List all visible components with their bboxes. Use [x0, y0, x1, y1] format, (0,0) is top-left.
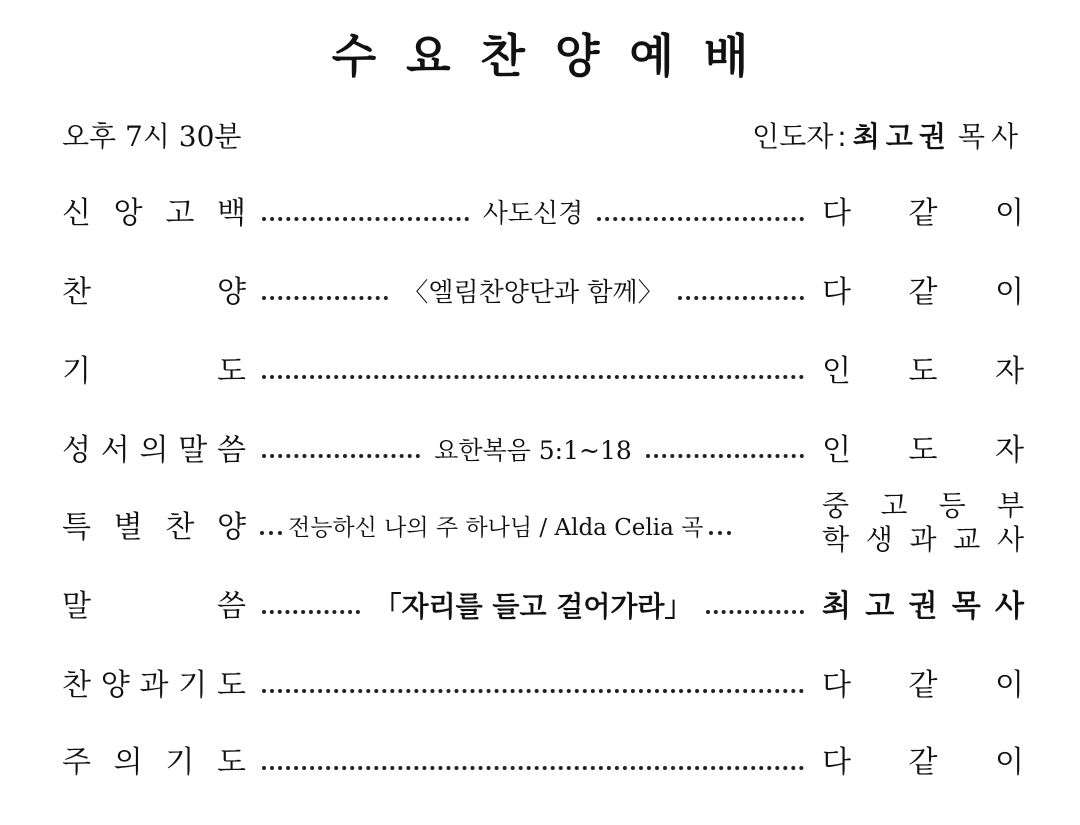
order-leader: [822, 192, 1024, 236]
glyph: 말: [62, 589, 91, 624]
order-row-lords-prayer: [62, 741, 1024, 785]
glyph: 이: [995, 196, 1024, 231]
glyph: 찬: [165, 510, 195, 545]
glyph: 도: [217, 354, 246, 389]
glyph: 도: [908, 433, 938, 468]
glyph: 이: [995, 275, 1024, 310]
order-leader-dots: [262, 664, 804, 708]
order-leader: [822, 489, 1024, 557]
page-title: 수요찬양예배: [331, 29, 779, 83]
glyph: 과: [139, 668, 169, 703]
glyph: 다: [822, 745, 851, 780]
order-leader-dots: [262, 585, 804, 629]
dot-leader: [262, 610, 360, 614]
glyph: 같: [908, 196, 938, 231]
glyph: 등: [938, 489, 966, 522]
glyph: 고: [880, 489, 908, 522]
glyph: 고: [865, 589, 895, 624]
leader-role: 목사: [957, 120, 1024, 153]
order-leader-dots: [262, 271, 804, 315]
order-leader: [822, 741, 1024, 785]
order-detail: 요한복음 5:1~18: [434, 436, 632, 465]
order-detail: 〈엘림찬양단과 함께〉: [402, 278, 664, 308]
glyph: 별: [113, 510, 143, 545]
glyph: 같: [908, 275, 938, 310]
order-label: [62, 350, 246, 394]
order-leader-dots: [262, 741, 804, 785]
glyph: 씀: [217, 589, 246, 624]
order-leader: [822, 664, 1024, 708]
glyph: 다: [822, 668, 851, 703]
order-label: [62, 271, 246, 315]
glyph: 사: [996, 523, 1024, 556]
service-time: 오후 7시 30분: [62, 120, 242, 153]
glyph: 다: [822, 196, 851, 231]
order-row-sermon: [62, 585, 1024, 629]
glyph: 기: [165, 745, 195, 780]
glyph: 사: [995, 589, 1024, 624]
glyph: 특: [62, 510, 91, 545]
glyph: 중: [822, 489, 850, 522]
order-row-special-praise: [62, 489, 1024, 556]
dot-leader: [709, 531, 731, 535]
dot-leader: [262, 375, 804, 379]
glyph: 기: [62, 354, 91, 389]
glyph: 의: [113, 745, 143, 780]
glyph: 양: [217, 510, 246, 545]
glyph: 자: [995, 354, 1024, 389]
dot-leader: [262, 217, 469, 221]
leader-label: 인도자: [752, 120, 834, 153]
order-detail: 사도신경: [482, 199, 584, 229]
order-label: [62, 192, 246, 236]
order-leader: [822, 585, 1024, 629]
glyph: 주: [62, 745, 91, 780]
order-label: [62, 664, 246, 708]
dot-leader: [260, 531, 282, 535]
glyph: 양: [217, 275, 246, 310]
dot-leader: [706, 610, 804, 614]
glyph: 찬: [62, 275, 91, 310]
order-leader: [822, 271, 1024, 315]
order-label: [62, 506, 246, 550]
order-detail: 전능하신 나의 주 하나님 / Alda Celia 곡: [288, 515, 704, 541]
glyph: 이: [995, 745, 1024, 780]
glyph: 다: [822, 275, 851, 310]
leader-separator: :: [837, 120, 847, 153]
glyph: 교: [953, 523, 981, 556]
glyph: 도: [908, 354, 938, 389]
order-label: [62, 585, 246, 629]
glyph: 말: [178, 433, 208, 468]
glyph: 의: [139, 433, 169, 468]
glyph: 기: [178, 668, 208, 703]
order-row-prayer: [62, 350, 1024, 394]
glyph: 권: [908, 589, 938, 624]
glyph: 백: [217, 196, 246, 231]
glyph: 부: [996, 489, 1024, 522]
glyph: 이: [995, 668, 1024, 703]
dot-leader: [262, 296, 388, 300]
glyph: 도: [217, 668, 246, 703]
dot-leader: [597, 217, 804, 221]
order-detail: 「자리를 들고 걸어가라」: [373, 590, 693, 623]
order-leader: [822, 429, 1024, 473]
order-row-scripture: [62, 429, 1024, 473]
order-leader: [822, 350, 1024, 394]
glyph: 서: [100, 433, 130, 468]
glyph: 찬: [62, 668, 91, 703]
glyph: 신: [62, 196, 91, 231]
order-label: [62, 429, 246, 473]
order-leader-dots: [262, 192, 804, 236]
glyph: 자: [995, 433, 1024, 468]
glyph: 도: [217, 745, 246, 780]
glyph: 성: [62, 433, 91, 468]
glyph: 학: [822, 523, 850, 556]
order-leader-dots: [262, 350, 804, 394]
glyph: 같: [908, 668, 938, 703]
dot-leader: [678, 296, 804, 300]
order-leader-line-2: [822, 523, 1024, 557]
glyph: 고: [165, 196, 195, 231]
order-row-praise-prayer: [62, 664, 1024, 708]
order-row-confession: [62, 192, 1024, 236]
glyph: 인: [822, 354, 851, 389]
glyph: 생: [865, 523, 893, 556]
order-leader-line-1: [822, 489, 1024, 523]
glyph: 같: [908, 745, 938, 780]
order-label: [62, 741, 246, 785]
glyph: 인: [822, 433, 851, 468]
glyph: 씀: [217, 433, 246, 468]
glyph: 양: [100, 668, 130, 703]
glyph: 최: [822, 589, 851, 624]
order-leader-dots: [260, 506, 812, 550]
glyph: 과: [909, 523, 937, 556]
glyph: 앙: [113, 196, 143, 231]
leader-name: 최고권: [852, 120, 952, 153]
order-leader-dots: [262, 429, 804, 473]
dot-leader: [262, 454, 420, 458]
service-leader: [752, 117, 1024, 157]
dot-leader: [262, 689, 804, 693]
order-row-praise: [62, 271, 1024, 315]
dot-leader: [262, 766, 804, 770]
glyph: 목: [951, 589, 981, 624]
dot-leader: [646, 454, 804, 458]
